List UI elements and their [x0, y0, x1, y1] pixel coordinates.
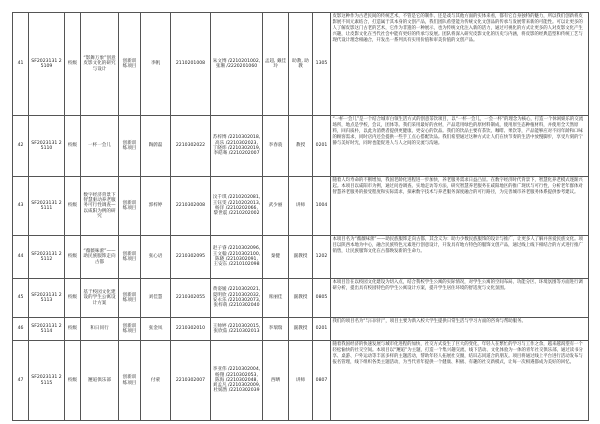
- leader-id: 2110201008: [171, 13, 211, 116]
- leader-id: 2210302095: [171, 236, 211, 279]
- leader-id: 2210302055: [171, 279, 211, 318]
- row-number: 44: [13, 236, 29, 279]
- advisor: 李瑞瑞: [263, 318, 289, 341]
- project-type: 创新训练项目: [119, 318, 141, 341]
- subject-code: 0805: [313, 279, 331, 318]
- leader-id: 2210302010: [171, 318, 211, 341]
- advisor: 秦健: [263, 236, 289, 279]
- project-type: 创新训练项目: [119, 13, 141, 116]
- advisor-title: 教授: [289, 116, 313, 177]
- advisor: 李春骁: [263, 116, 289, 177]
- advisor-title: 助教, 助教: [289, 13, 313, 116]
- table-row: [13, 13, 589, 116]
- project-title: 和日同行: [81, 318, 119, 341]
- project-code: SF2023131 25115: [29, 341, 65, 421]
- project-description: 本项目名为“薇薇味蕾”——助民族服饰走向古都，其含义为：助力少数民族服饰的设计与推广，让更多人了解并喜爱民族文化。项目以陕西本地为中心，融合民族特色元素进行创意设计，开发具有地方特色的服饰文创产品，通过线上线下相结合的方式进行推广销售，让民族服饰文化在古都焕发新的生命力。: [331, 236, 589, 279]
- table-row: [13, 177, 589, 236]
- project-members: 汶千琪 /2210202081, 王钰雯 /2210202013, 杨洋 /2210202066, 黎世震 /2210202002: [211, 177, 263, 236]
- leader-id: 2210302022: [171, 116, 211, 177]
- project-type: 创新训练项目: [119, 279, 141, 318]
- table-row: [13, 116, 589, 177]
- project-level: 校级: [65, 116, 81, 177]
- leader-id: 2210302008: [171, 177, 211, 236]
- row-number: 42: [13, 116, 29, 177]
- project-leader: 刘佳慧: [141, 279, 171, 318]
- project-level: 校级: [65, 279, 81, 318]
- project-members: 李亚伟 /2210302004, 杨翔 /2210302053, 陈海 /2210302048, 刘孟凡 /2210302009, 杜嫣然 /2210302039: [211, 341, 263, 421]
- project-description: 随着人均寿命的不断增加，我国老龄化进程进一步加快，养老服务需求日益凸显。在数字经济时代背景下，智慧化养老模式逐渐兴起。本项目以咸阳市为例，通过问卷调查、实地走访等方法，研究智慧养老服务在咸阳地区的推广现状与可行性，分析老年群体对智慧养老服务的接受程度和实际需求，探索数字技术与养老服务深度融合的可行路径，为完善城市养老服务体系提供参考建议。: [331, 177, 589, 236]
- project-leader: 陶蔚磊: [141, 116, 171, 177]
- advisor: 孟超, 戴佳玲: [263, 13, 289, 116]
- project-code: SF2023131 25113: [29, 279, 65, 318]
- project-title: 邂逅俱乐部: [81, 341, 119, 421]
- table-row: [13, 236, 589, 279]
- project-leader: 张金凤: [141, 318, 171, 341]
- subject-code: 0201: [313, 116, 331, 177]
- project-code: SF2023131 25111: [29, 177, 65, 236]
- advisor-title: 讲师: [289, 177, 313, 236]
- subject-code: 1004: [313, 177, 331, 236]
- row-number: 41: [13, 13, 29, 116]
- project-title: “薇薇味蕾”——助民族服饰走向古都: [81, 236, 119, 279]
- project-level: 校级: [65, 318, 81, 341]
- project-description: 皮影这种作为古老民间的传统艺术，不管是它的制作、还是戏与其他方面的实体来看，都有它自身独特的魅力，所以我们创新将皮影展不同元素结合，打造属于其本身的文创产品，我们团队希望能为传统文化文创品的传承与发展带来新的可能性。可以让更多的人了解皮影这门古老的艺术，它作为非遗的一种展示，也为传统文化注入新的活力，通过可视化的方式让更多的人对皮影文化产生兴趣，让皮影文化在当代社会中能有更好的传承与发展。团队将深入研究皮影文化的历史与内涵，将皮影的经典造型和传统工艺与现代设计理念相融合，开发出一系列具有实用价值和审美价值的文创产品。: [331, 13, 589, 116]
- project-title: 数字经济背景下智慧驱动养老服务可行性调查—以咸阳为例的研究: [81, 177, 119, 236]
- project-members: 赵子睿 /2210302096, 王文翰 /2210302100, 陈晓 /2210302091, 王安东 /2210102098: [211, 236, 263, 279]
- row-number: 43: [13, 177, 29, 236]
- project-members: 黄姿媛 /2210302021, 夏明欣 /2210302032, 安永乐 /2210302073, 张梓萌 /2210302040: [211, 279, 263, 318]
- project-type: 创新训练项目: [119, 341, 141, 421]
- project-level: 校级: [65, 13, 81, 116]
- project-description: 我们的项目名为“与日同行”，项目主要为新入校大学生提供日常生活与学习方面的咨询与帮助服务。: [331, 318, 589, 341]
- advisor: 席丽佳: [263, 279, 289, 318]
- project-description: 随着我国经济的快速发展与城市化进程的加快，社交方式发生了巨大的变化，年轻人在繁忙的学习与工作之余，越来越渴望有一个轻松愉快的社交空间。本项目以“邂逅”为主题，打造一个集兴趣交流、线下活动、文化体验为一体的青年社交俱乐部，通过读书分享、桌游、户外运动等丰富多样的主题活动，帮助年轻人拓展社交圈，结识志同道合的朋友。项目将通过线上平台进行活动发布与报名管理，线下组织各类主题活动，为当代青年提供一个健康、积极、有趣的社交新模式，让每一次相遇都成为美好的回忆。: [331, 341, 589, 421]
- row-number: 47: [13, 341, 29, 421]
- table-row: [13, 341, 589, 421]
- project-code: SF2023131 25114: [29, 318, 65, 341]
- subject-code: 1202: [313, 236, 331, 279]
- project-title: 基于校园文化建设的学生公寓设计方案: [81, 279, 119, 318]
- project-title: “影舞万象”创意皮影文化的研究与设计: [81, 13, 119, 116]
- project-level: 校级: [65, 341, 81, 421]
- project-level: 校级: [65, 177, 81, 236]
- project-type: 创新训练项目: [119, 177, 141, 236]
- project-leader: 李帆: [141, 13, 171, 116]
- table-row: [13, 318, 589, 341]
- table-row: [13, 279, 589, 318]
- subject-code: 1305: [313, 13, 331, 116]
- row-number: 46: [13, 318, 29, 341]
- project-leader: 付蒙: [141, 341, 171, 421]
- leader-id: 2210302007: [171, 341, 211, 421]
- subject-code: 0201: [313, 318, 331, 341]
- project-type: 创新训练项目: [119, 236, 141, 279]
- advisor-title: 副教授: [289, 318, 313, 341]
- project-description: “一杯一会儿”是一个结合城市白领生活方式的创意茶饮项目，以“一杯一会儿，一会一杯”的理念为核心，打造一个休闲娱乐的交流场所，地点是学校，会议，团体等。我们采用最好的食材，产品选用绿色的原材料制成，使用原生态种植材料，并使用全天然原料，回归质朴，以此为消费者提供更健康、更安心的饮品。我们的饮品主要有茶饮、咖啡、果饮等，产品能够应对不同年龄和口味的顾客需求，同时店内还会提供一些手工点心搭配饮品。我们希望通过这种方式让人们在快节奏的生活中放慢脚步，享受片刻的宁静与美好时光，同时也能促进人与人之间的交流与沟通。: [331, 116, 589, 177]
- advisor: 西晒: [263, 341, 289, 421]
- project-title: 一杯一会儿: [81, 116, 119, 177]
- advisor: 武少丽: [263, 177, 289, 236]
- project-code: SF2023131 25109: [29, 13, 65, 116]
- advisor-title: 副教授: [289, 279, 313, 318]
- project-code: SF2023131 25110: [29, 116, 65, 177]
- project-code: SF2023131 25112: [29, 236, 65, 279]
- row-number: 45: [13, 279, 29, 318]
- advisor-title: 讲师: [289, 341, 313, 421]
- project-level: 校级: [65, 236, 81, 279]
- project-leader: 郭梓婷: [141, 177, 171, 236]
- project-leader: 张心语: [141, 236, 171, 279]
- project-members: 朱文博 /2210201002, 张珊 /2220201060: [211, 13, 263, 116]
- subject-code: 0807: [313, 341, 331, 421]
- project-members: 苏梓博 /2210302018, 高乐 /2210302023, 丁晓炜 /2210302019, 李皓骞 /2210202007: [211, 116, 263, 177]
- project-table: [12, 12, 589, 421]
- project-type: 创新训练项目: [119, 116, 141, 177]
- advisor-title: 副教授: [289, 236, 313, 279]
- project-description: 本项目旨在以校园文化建设为切入点，结合我校学生公寓的实际情况，对学生公寓的空间布局、功能分区、环境氛围等方面进行调研分析，提出具有校园特色的学生公寓设计方案，提升学生居住环境的舒适度与文化氛围。: [331, 279, 589, 318]
- project-members: 王帅婷 /2210302015, 张欣茹 /2210302013: [211, 318, 263, 341]
